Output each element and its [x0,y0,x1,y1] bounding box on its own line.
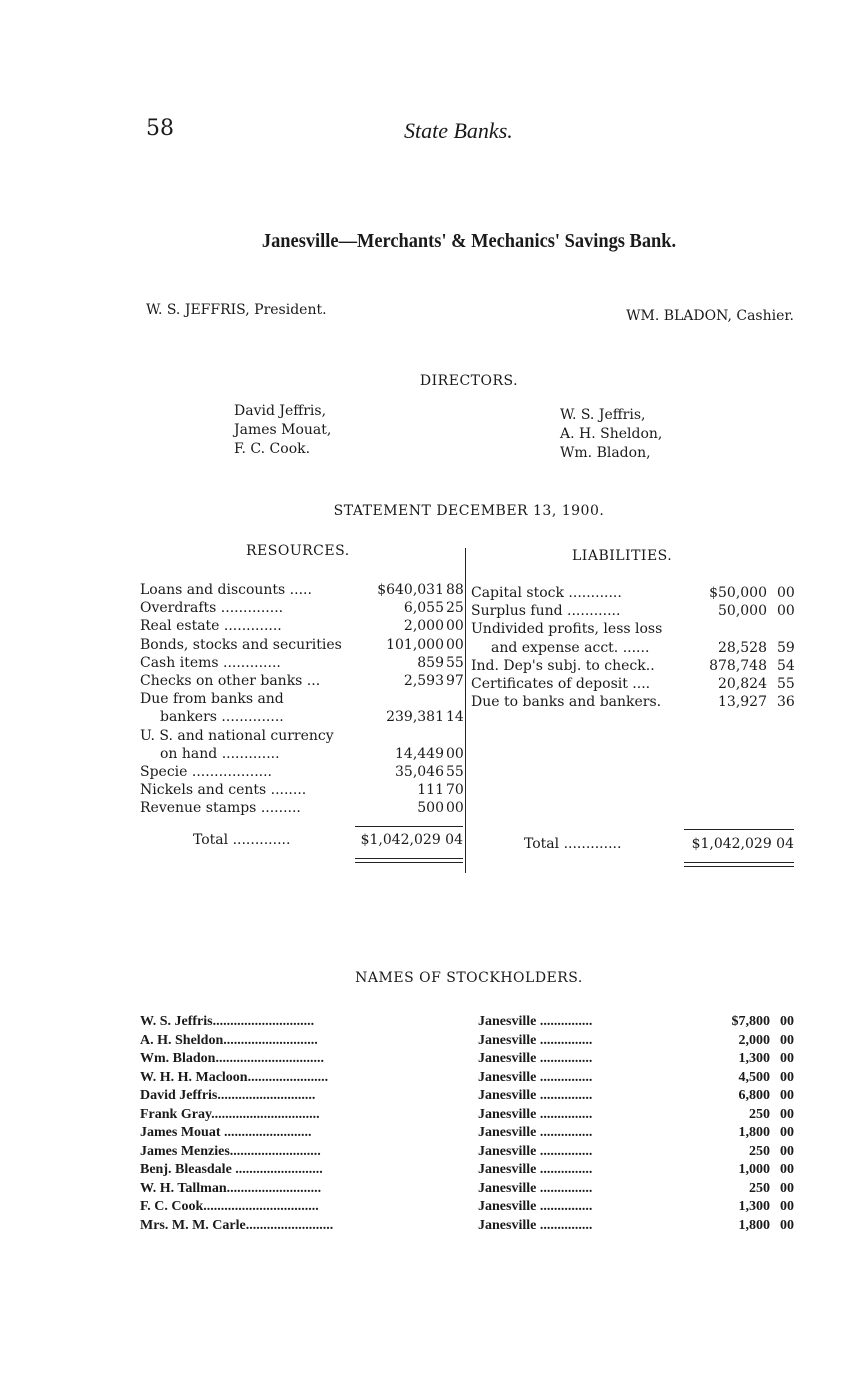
ledger-label: Certificates of deposit .... [471,675,651,692]
ledger-cents: 70 [446,782,464,799]
stockholder-town: Janesville ............... [478,1162,593,1177]
stockholder-cents: 00 [780,1199,794,1214]
ledger-cents: 55 [777,675,795,692]
ledger-amount: 20,824 [718,675,767,692]
total-label: Total ............. [193,832,291,848]
ledger-amount: 2,593 [403,672,444,689]
ledger-label: and expense acct. ...... [491,639,650,656]
stockholder-name: Mrs. M. M. Carle......................... [140,1217,334,1233]
stockholder-amount: 1,300 [738,1051,770,1066]
ledger-amount: 111 [417,782,444,799]
ledger-label: bankers .............. [160,709,284,726]
ledger-cents: 14 [446,709,464,726]
stockholder-amount: 1,300 [738,1199,770,1214]
ledger-amount: 500 [417,800,444,817]
ledger-cents: 88 [446,582,464,598]
double-rule [355,858,463,859]
ledger-row [140,799,465,817]
liabilities-heading: LIABILITIES. [572,548,673,564]
ledger-row [140,599,465,617]
stockholder-amount: 250 [749,1106,770,1122]
ledger-row [140,672,465,690]
stockholder-amount: 6,800 [738,1088,770,1103]
stockholder-name: David Jeffris............................ [140,1088,316,1103]
stockholder-name: W. H. H. Macloon....................... [140,1069,329,1085]
stockholder-town: Janesville ............... [478,1199,593,1214]
ledger-label: Checks on other banks ... [140,672,321,689]
ledger-amount: 101,000 [386,636,444,653]
total-rule [355,826,463,827]
ledger-amount: 35,046 [395,763,444,780]
total-amount: $1,042,029 04 [691,836,794,852]
stockholder-row [140,1069,794,1088]
ledger-row [140,690,465,708]
stockholder-cents: 00 [780,1051,794,1066]
stockholder-town: Janesville ............... [478,1088,593,1103]
ledger-amount: 859 [417,654,444,671]
ledger-label: Specie .................. [140,763,272,780]
ledger-row [140,581,465,599]
resources-ledger [140,581,465,817]
stockholder-row [140,1161,794,1180]
ledger-label: U. S. and national currency [140,727,334,744]
total-rule [684,829,794,830]
ledger-row [140,763,465,781]
stockholder-row [140,1217,794,1236]
double-rule [355,862,463,863]
ledger-cents: 00 [446,636,464,653]
ledger-label: Due to banks and bankers. [471,694,662,711]
running-head: State Banks. [404,118,513,143]
ledger-row [471,693,796,711]
stockholder-name: W. H. Tallman........................... [140,1180,322,1196]
stockholder-town: Janesville ............... [478,1143,593,1159]
stockholder-name: A. H. Sheldon........................... [140,1032,318,1048]
ledger-label: Bonds, stocks and securities [140,636,342,653]
ledger-amount: 28,528 [718,639,767,656]
stockholder-row [140,1124,794,1143]
stockholder-amount: 1,000 [738,1162,770,1177]
president: W. S. JEFFRIS, President. [146,302,327,318]
stockholder-row [140,1032,794,1051]
ledger-row [140,781,465,799]
ledger-row [140,745,465,763]
ledger-row [140,727,465,745]
stockholder-town: Janesville ............... [478,1014,593,1029]
stockholder-name: Wm. Bladon............................... [140,1051,324,1066]
stockholder-cents: 00 [780,1143,794,1159]
stockholder-name: Benj. Bleasdale ......................... [140,1162,323,1177]
ledger-amount: $50,000 [709,585,767,601]
ledger-row [471,675,796,693]
ledger-label: Ind. Dep's subj. to check.. [471,657,655,674]
stockholder-town: Janesville ............... [478,1051,593,1066]
bank-title: Janesville—Merchants' & Mechanics' Savings Bank. [261,230,677,252]
ledger-row [471,620,796,638]
stockholder-cents: 00 [780,1106,794,1122]
stockholders-list [140,1013,794,1235]
stockholder-cents: 00 [780,1180,794,1196]
ledger-cents: 00 [777,585,795,601]
stockholder-name: James Mouat ......................... [140,1125,312,1140]
ledger-amount: 6,055 [403,600,444,617]
stockholder-cents: 00 [780,1217,794,1233]
ledger-row [140,617,465,635]
stockholder-amount: 1,800 [738,1125,770,1140]
directors-right-column [560,406,662,463]
ledger-cents: 97 [446,672,464,689]
column-divider [465,548,466,873]
ledger-label: Revenue stamps ......... [140,800,301,817]
resources-heading: RESOURCES. [246,543,350,559]
stockholder-cents: 00 [780,1162,794,1177]
ledger-label: Loans and discounts ..... [140,582,312,598]
stockholder-row [140,1198,794,1217]
ledger-cents: 59 [777,639,795,656]
ledger-cents: 25 [446,600,464,617]
stockholder-cents: 00 [780,1032,794,1048]
ledger-label: Cash items ............. [140,654,281,671]
ledger-amount: 239,381 [386,709,444,726]
stockholder-name: F. C. Cook................................. [140,1199,319,1214]
stockholder-amount: 2,000 [738,1032,770,1048]
director-name: Wm. Bladon, [560,445,651,461]
ledger-label: on hand ............. [160,745,280,762]
page-number: 58 [146,116,174,141]
stockholder-town: Janesville ............... [478,1032,593,1048]
stockholder-amount: $7,800 [731,1014,770,1029]
stockholder-name: James Menzies.......................... [140,1143,321,1159]
ledger-cents: 55 [446,654,464,671]
stockholder-cents: 00 [780,1125,794,1140]
cashier: WM. BLADON, Cashier. [626,308,794,324]
stockholder-row [140,1106,794,1125]
total-label: Total ............. [524,836,622,852]
ledger-row [471,602,796,620]
directors-heading: DIRECTORS. [419,373,519,389]
stockholder-town: Janesville ............... [478,1217,593,1233]
ledger-label: Due from banks and [140,691,284,708]
director-name: David Jeffris, [234,403,327,419]
stockholder-amount: 250 [749,1180,770,1196]
ledger-amount: 50,000 [718,603,767,620]
ledger-label: Capital stock ............ [471,585,622,601]
ledger-row [471,639,796,657]
ledger-label: Undivided profits, less loss [471,621,663,638]
ledger-cents: 00 [777,603,795,620]
stockholder-row [140,1050,794,1069]
director-name: James Mouat, [234,422,332,438]
stockholder-town: Janesville ............... [478,1069,593,1085]
directors-left-column [234,402,331,459]
ledger-row [471,584,796,602]
ledger-row [140,654,465,672]
ledger-amount: $640,031 [377,582,444,598]
ledger-amount: 2,000 [403,618,444,635]
ledger-label: Nickels and cents ........ [140,782,307,799]
ledger-label: Real estate ............. [140,618,282,635]
ledger-cents: 36 [777,694,795,711]
stockholder-row [140,1143,794,1162]
ledger-cents: 00 [446,618,464,635]
ledger-amount: 13,927 [718,694,767,711]
total-amount: $1,042,029 04 [360,832,463,848]
stockholder-row [140,1013,794,1032]
stockholder-amount: 250 [749,1143,770,1159]
double-rule [684,866,794,867]
ledger-cents: 00 [446,800,464,817]
ledger-cents: 55 [446,763,464,780]
double-rule [684,862,794,863]
ledger-row [140,708,465,726]
ledger-amount: 878,748 [709,657,767,674]
stockholder-cents: 00 [780,1088,794,1103]
stockholder-town: Janesville ............... [478,1180,593,1196]
stockholder-name: Frank Gray............................... [140,1106,320,1122]
ledger-amount: 14,449 [395,745,444,762]
stockholder-town: Janesville ............... [478,1125,593,1140]
stockholders-heading: NAMES OF STOCKHOLDERS. [355,970,583,986]
stockholder-row [140,1180,794,1199]
director-name: F. C. Cook. [234,441,311,457]
director-name: A. H. Sheldon, [560,426,663,442]
ledger-cents: 00 [446,745,464,762]
stockholder-cents: 00 [780,1014,794,1029]
stockholder-amount: 1,800 [738,1217,770,1233]
ledger-row [471,657,796,675]
liabilities-ledger [471,584,796,711]
stockholder-name: W. S. Jeffris............................. [140,1014,315,1029]
ledger-label: Surplus fund ............ [471,603,621,620]
stockholder-row [140,1087,794,1106]
stockholder-town: Janesville ............... [478,1106,593,1122]
ledger-label: Overdrafts .............. [140,600,284,617]
ledger-cents: 54 [777,657,795,674]
statement-heading: STATEMENT DECEMBER 13, 1900. [333,503,605,519]
ledger-row [140,636,465,654]
stockholder-cents: 00 [780,1069,794,1085]
director-name: W. S. Jeffris, [560,407,646,423]
stockholder-amount: 4,500 [738,1069,770,1085]
